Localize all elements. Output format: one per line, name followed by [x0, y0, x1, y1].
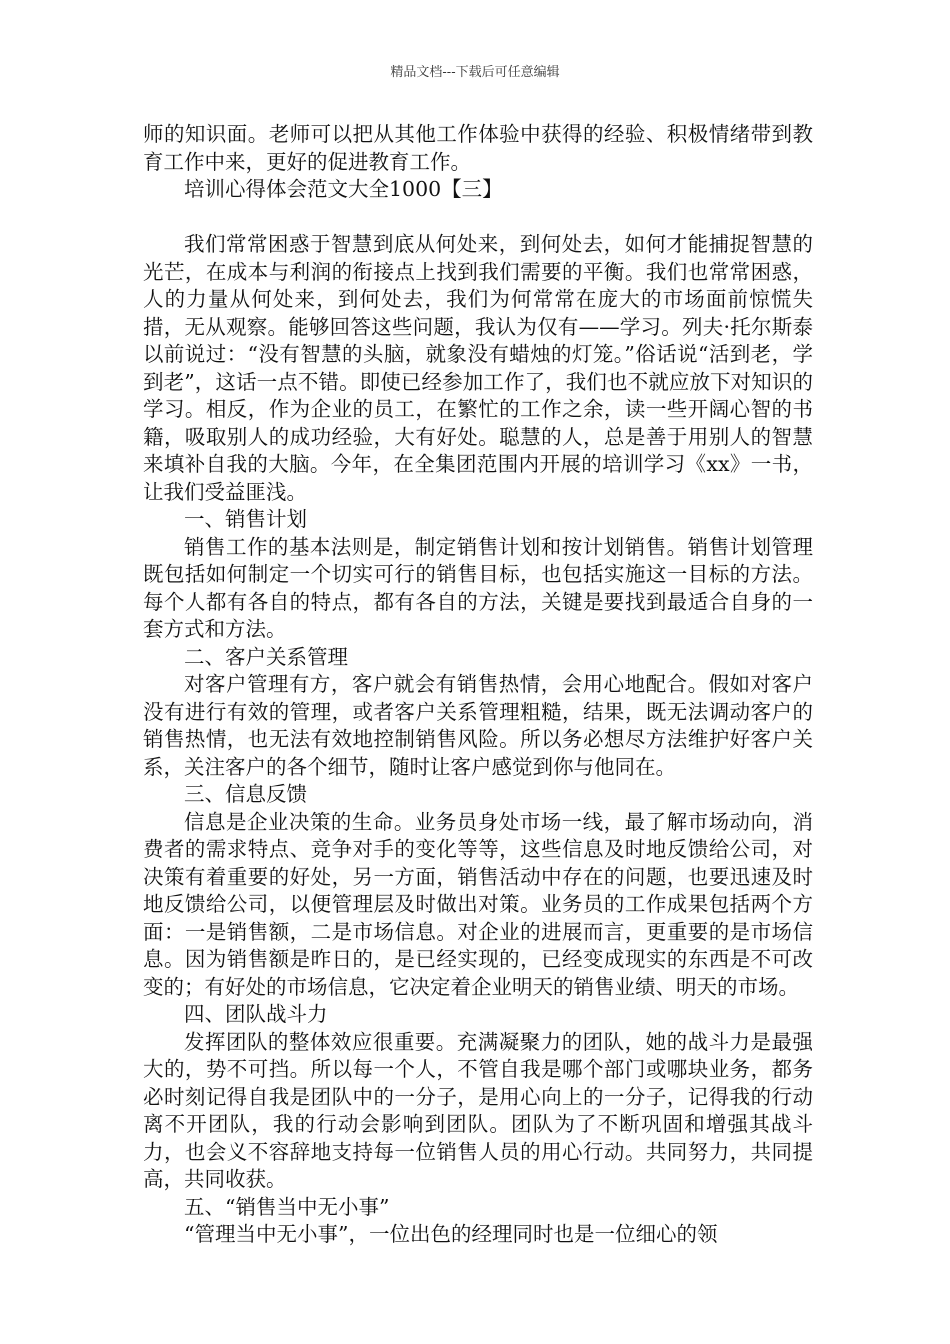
page-header: 精品文档---下载后可任意编辑 [390, 65, 560, 80]
section-heading-feedback: 三、信息反馈 [184, 782, 307, 806]
paragraph-intro: 我们常常困惑于智慧到底从何处来，到何处去，如何才能捕捉智慧的光芒，在成本与利润的衔接点上找到我们需要的平衡。我们也常常困惑，人的力量从何处来，到何处去，我们为何常常在庞大的市场面前惊慌失措，无从观察。能够回答这些问题，我认为仅有——学习。列夫·托尔斯泰以前说过：“没有智慧的头脑，就象没有蜡烛的灯笼。”俗话说“活到老，学到老”，这话一点不错。即使已经参加工作了，我们也不就应放下对知识的学习。相反，作为企业的员工，在繁忙的工作之余，读一些开阔心智的书籍，吸取别人的成功经验，大有好处。聪慧的人，总是善于用别人的智慧来填补自我的大脑。今年，在全集团范围内开展的培训学习《xx》一书，让我们受益匪浅。 [143, 232, 813, 504]
document-body [143, 121, 813, 1249]
paragraph-team: 发挥团队的整体效应很重要。充满凝聚力的团队，她的战斗力是最强大的，势不可挡。所以每一个人，不管自我是哪个部门或哪块业务，都务必时刻记得自我是团队中的一分子，是用心向上的一分子，记得我的行动离不开团队，我的行动会影响到团队。团队为了不断巩固和增强其战斗力，也会义不容辞地支持每一位销售人员的用心行动。共同努力，共同提高，共同收获。 [143, 1029, 813, 1191]
paragraph-sales-plan: 销售工作的基本法则是，制定销售计划和按计划销售。销售计划管理既包括如何制定一个切实可行的销售目标，也包括实施这一目标的方法。每个人都有各自的特点，都有各自的方法，关键是要找到最适合自身的一套方式和方法。 [143, 534, 813, 641]
paragraph-continuation: 师的知识面。老师可以把从其他工作体验中获得的经验、积极情绪带到教育工作中来，更好的促进教育工作。 [143, 122, 813, 174]
section-heading-customer-relations: 二、客户关系管理 [184, 644, 348, 669]
article-title: 培训心得体会范文大全1000【三】 [184, 177, 503, 201]
section-heading-team: 四、团队战斗力 [184, 1002, 328, 1026]
paragraph-feedback: 信息是企业决策的生命。业务员身处市场一线，最了解市场动向，消费者的需求特点、竞争对手的变化等等，这些信息及时地反馈给公司，对决策有着重要的好处，另一方面，销售活动中存在的问题，也要迅速及时地反馈给公司，以便管理层及时做出对策。业务员的工作成果包括两个方面：一是销售额，二是市场信息。对企业的进展而言，更重要的是市场信息。因为销售额是昨日的，是已经实现的，已经变成现实的东西是不可改变的；有好处的市场信息，它决定着企业明天的销售业绩、明天的市场。 [143, 809, 813, 999]
paragraph-customer-relations: 对客户管理有方，客户就会有销售热情，会用心地配合。假如对客户没有进行有效的管理，或者客户关系管理粗糙，结果，既无法调动客户的销售热情，也无法有效地控制销售风险。所以务必想尽方法维护好客户关系，关注客户的各个细节，随时让客户感觉到你与他同在。 [143, 672, 813, 779]
section-heading-details: 五、“销售当中无小事” [184, 1194, 390, 1219]
blank-line [143, 204, 813, 232]
section-heading-sales-plan: 一、销售计划 [184, 507, 307, 531]
paragraph-details: “管理当中无小事”，一位出色的经理同时也是一位细心的领 [184, 1222, 718, 1246]
